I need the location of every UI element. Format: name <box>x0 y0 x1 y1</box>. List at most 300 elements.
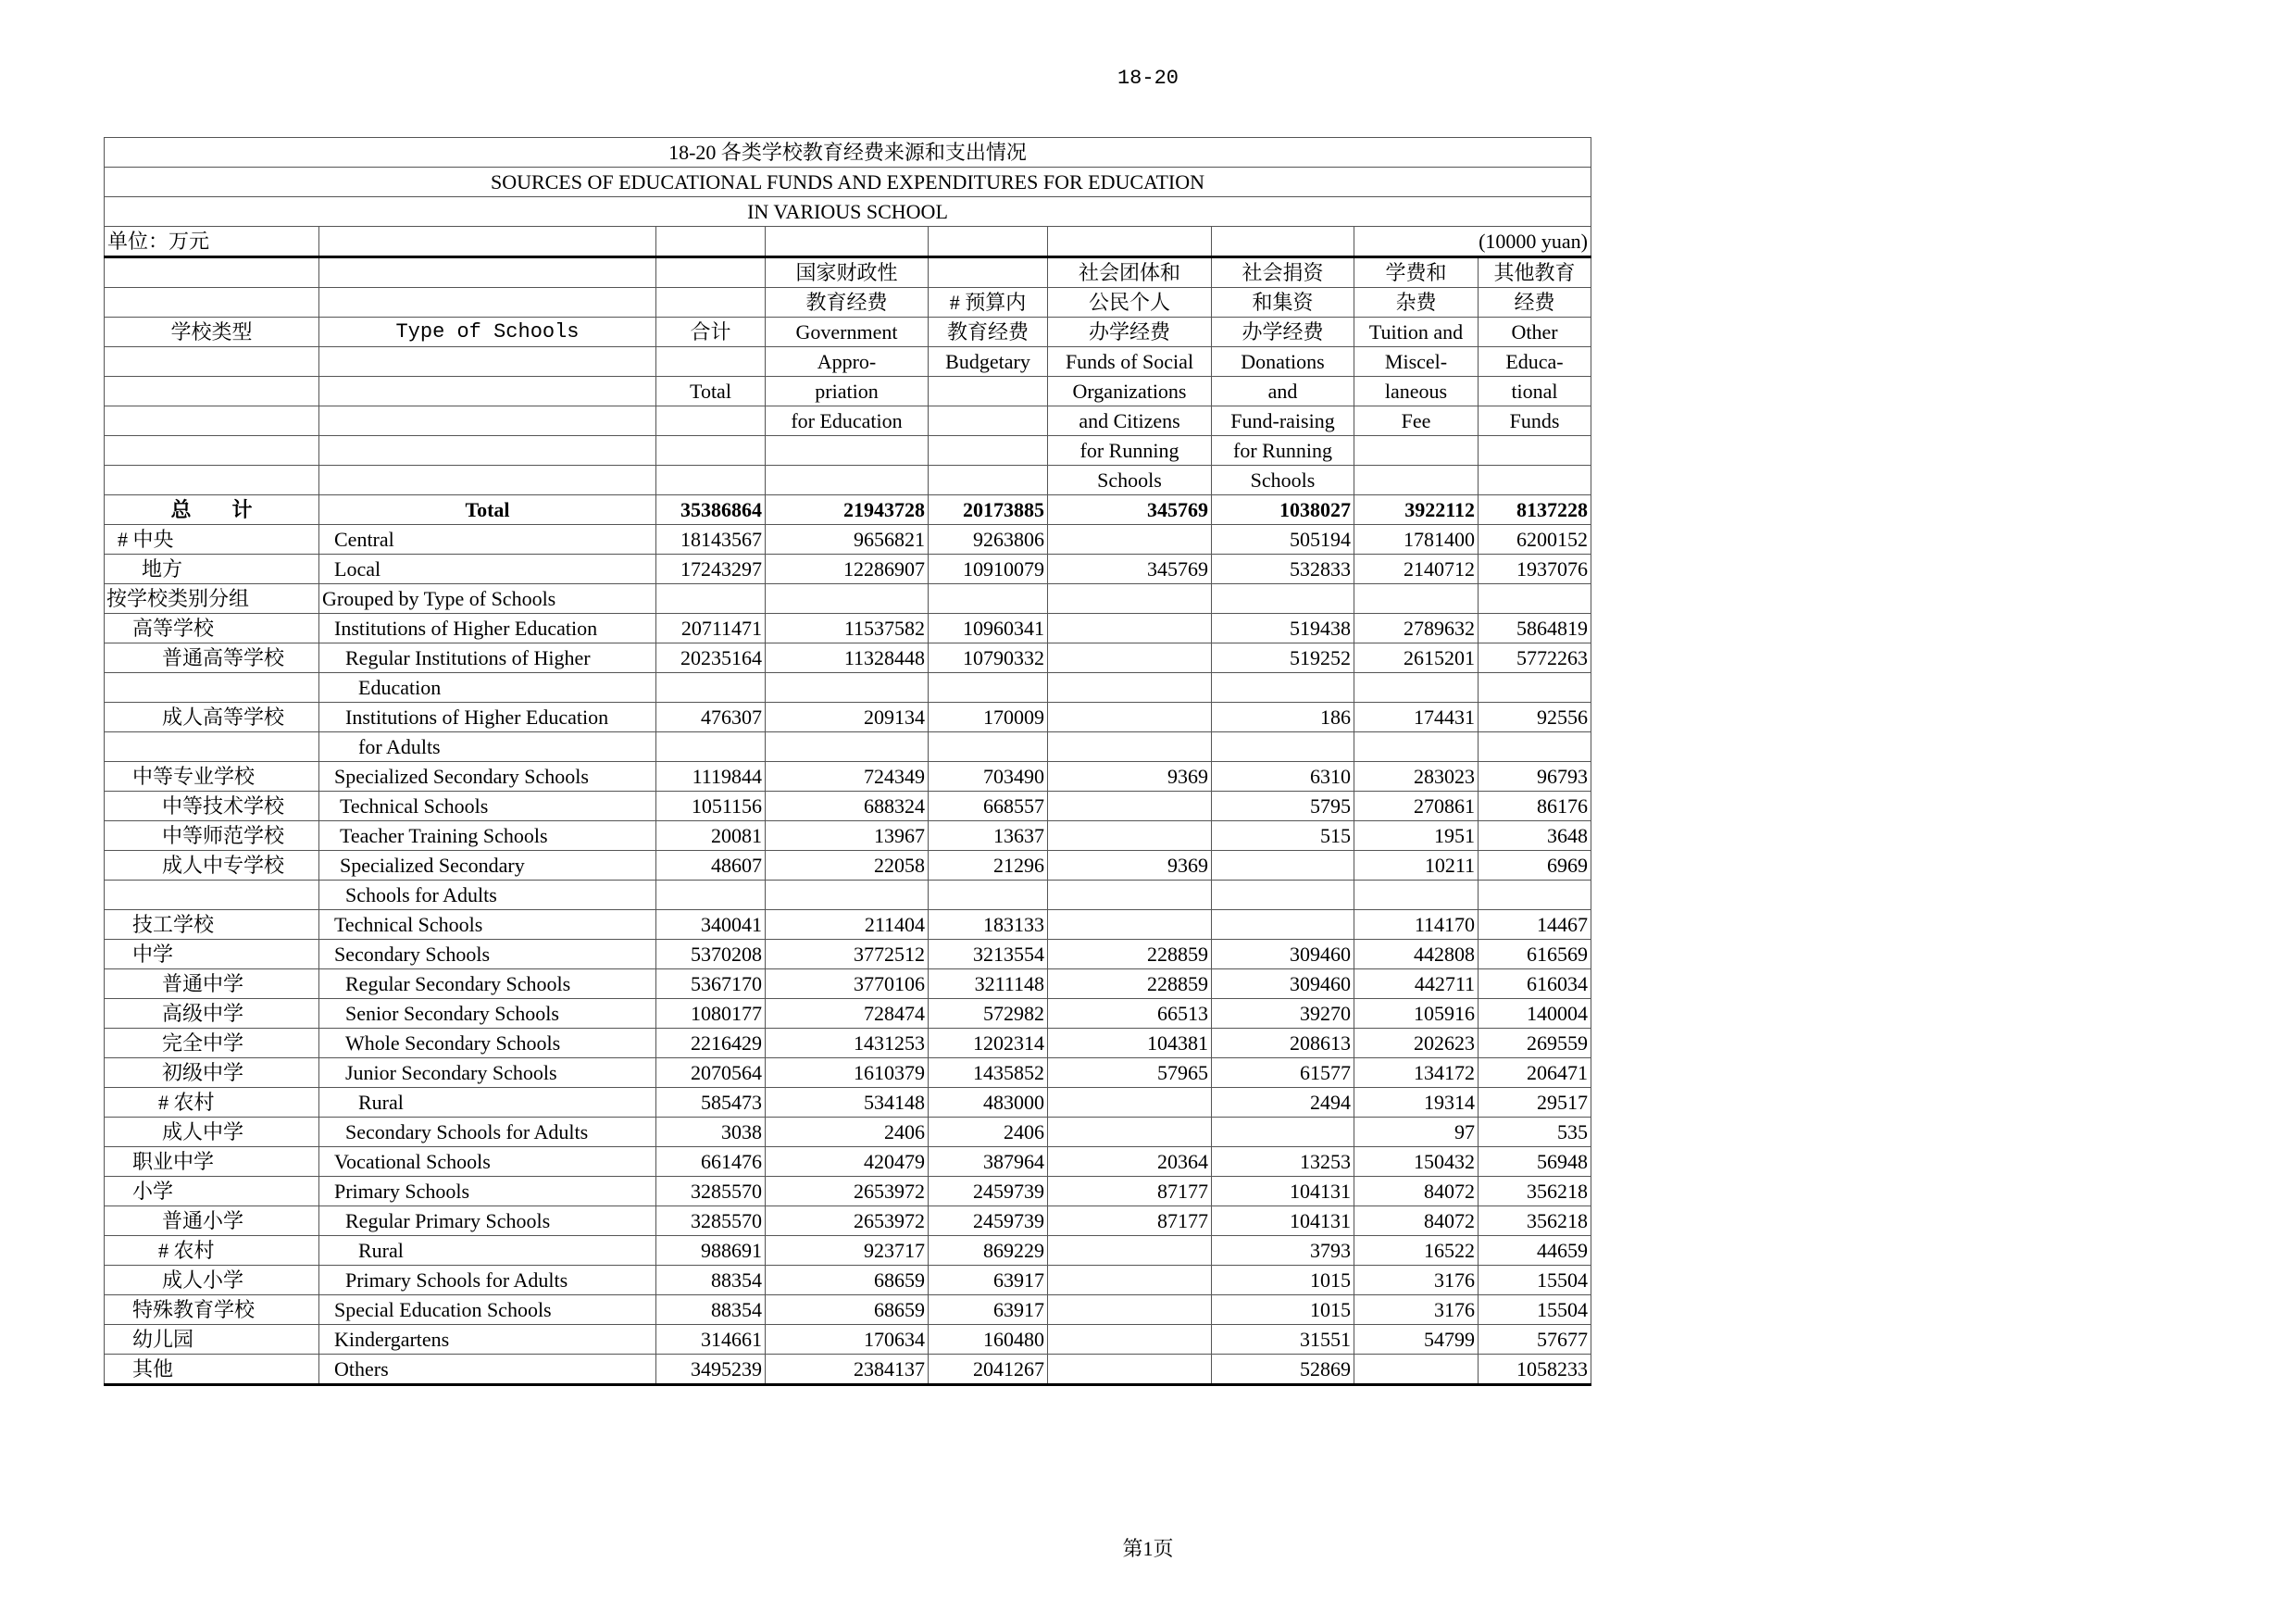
cell-tuition: 174431 <box>1354 703 1479 732</box>
cell-other: 356218 <box>1479 1206 1591 1236</box>
cell-total <box>656 673 766 703</box>
cell-donations: 519252 <box>1212 643 1354 673</box>
cell-total: 88354 <box>656 1266 766 1295</box>
table-title-en-line1: SOURCES OF EDUCATIONAL FUNDS AND EXPENDITURES FOR EDUCATION <box>105 168 1591 197</box>
header-row <box>105 377 1591 406</box>
cell-total: 988691 <box>656 1236 766 1266</box>
cell-social-funds: 228859 <box>1048 940 1212 969</box>
cell-donations <box>1212 732 1354 762</box>
row-label-cn: 地方 <box>105 555 319 584</box>
hdr-social-funds: Schools <box>1048 466 1212 495</box>
cell-other <box>1479 584 1591 614</box>
cell-government: 209134 <box>766 703 929 732</box>
hdr-budgetary <box>929 436 1048 466</box>
cell-social-funds: 9369 <box>1048 851 1212 881</box>
row-label-en: Total <box>319 495 656 525</box>
cell-total <box>656 732 766 762</box>
cell-social-funds: 9369 <box>1048 762 1212 792</box>
cell-budgetary: 2459739 <box>929 1206 1048 1236</box>
row-label-en: Institutions of Higher Education <box>319 614 656 643</box>
table-row <box>105 1147 1591 1177</box>
table-title-en-line2: IN VARIOUS SCHOOL <box>105 197 1591 227</box>
cell-tuition: 84072 <box>1354 1177 1479 1206</box>
cell-total: 35386864 <box>656 495 766 525</box>
cell-other: 6200152 <box>1479 525 1591 555</box>
header-row <box>105 257 1591 288</box>
cell-budgetary: 2406 <box>929 1118 1048 1147</box>
cell-budgetary: 13637 <box>929 821 1048 851</box>
cell-social-funds <box>1048 910 1212 940</box>
cell-donations: 104131 <box>1212 1206 1354 1236</box>
cell-government <box>766 881 929 910</box>
cell-total: 5367170 <box>656 969 766 999</box>
row-label-cn: 特殊教育学校 <box>105 1295 319 1325</box>
row-label-cn <box>105 732 319 762</box>
cell-other: 206471 <box>1479 1058 1591 1088</box>
row-label-cn: 小学 <box>105 1177 319 1206</box>
table-row <box>105 525 1591 555</box>
cell-social-funds <box>1048 1236 1212 1266</box>
row-label-en: Kindergartens <box>319 1325 656 1355</box>
hdr-social-funds: 公民个人 <box>1048 288 1212 318</box>
hdr-tuition <box>1354 436 1479 466</box>
hdr-budgetary: 教育经费 <box>929 318 1048 347</box>
cell-other: 86176 <box>1479 792 1591 821</box>
cell-tuition: 202623 <box>1354 1029 1479 1058</box>
cell-total: 3285570 <box>656 1177 766 1206</box>
hdr-type-cn <box>105 466 319 495</box>
cell-social-funds: 57965 <box>1048 1058 1212 1088</box>
cell-donations: 6310 <box>1212 762 1354 792</box>
row-label-en: Special Education Schools <box>319 1295 656 1325</box>
cell-other: 535 <box>1479 1118 1591 1147</box>
cell-government: 1431253 <box>766 1029 929 1058</box>
cell-tuition: 10211 <box>1354 851 1479 881</box>
header-row <box>105 347 1591 377</box>
cell-tuition: 97 <box>1354 1118 1479 1147</box>
cell-social-funds: 104381 <box>1048 1029 1212 1058</box>
cell-government: 12286907 <box>766 555 929 584</box>
hdr-type-cn <box>105 257 319 288</box>
cell-social-funds <box>1048 732 1212 762</box>
table-row <box>105 851 1591 881</box>
row-label-cn: 按学校类别分组 <box>105 584 319 614</box>
cell-government: 688324 <box>766 792 929 821</box>
cell-donations <box>1212 1118 1354 1147</box>
hdr-type-en: Type of Schools <box>319 318 656 347</box>
cell-government <box>766 673 929 703</box>
page-footer: 第1页 <box>1122 1537 1174 1560</box>
cell-tuition <box>1354 881 1479 910</box>
hdr-social-funds: Organizations <box>1048 377 1212 406</box>
cell-government <box>766 584 929 614</box>
cell-donations: 309460 <box>1212 969 1354 999</box>
cell-tuition: 1781400 <box>1354 525 1479 555</box>
row-label-en: Rural <box>319 1088 656 1118</box>
hdr-budgetary: # 预算内 <box>929 288 1048 318</box>
hdr-total <box>656 466 766 495</box>
cell-budgetary: 3211148 <box>929 969 1048 999</box>
row-label-en: Technical Schools <box>319 910 656 940</box>
cell-total: 18143567 <box>656 525 766 555</box>
cell-budgetary: 63917 <box>929 1266 1048 1295</box>
hdr-other: Educa- <box>1479 347 1591 377</box>
row-label-en: Institutions of Higher Education <box>319 703 656 732</box>
hdr-donations: Fund-raising <box>1212 406 1354 436</box>
hdr-total: Total <box>656 377 766 406</box>
cell-social-funds <box>1048 673 1212 703</box>
row-label-cn: 技工学校 <box>105 910 319 940</box>
education-funds-table <box>104 137 1591 1386</box>
hdr-total <box>656 288 766 318</box>
cell-budgetary: 160480 <box>929 1325 1048 1355</box>
hdr-donations: Schools <box>1212 466 1354 495</box>
row-label-cn: 成人小学 <box>105 1266 319 1295</box>
table-row <box>105 643 1591 673</box>
header-row <box>105 406 1591 436</box>
cell-tuition <box>1354 584 1479 614</box>
cell-budgetary: 2041267 <box>929 1355 1048 1385</box>
row-label-cn: # 农村 <box>105 1236 319 1266</box>
row-label-en: Vocational Schools <box>319 1147 656 1177</box>
hdr-type-cn <box>105 347 319 377</box>
hdr-type-en <box>319 377 656 406</box>
cell-tuition: 2789632 <box>1354 614 1479 643</box>
cell-tuition: 19314 <box>1354 1088 1479 1118</box>
row-label-cn: 普通中学 <box>105 969 319 999</box>
hdr-total <box>656 406 766 436</box>
cell-budgetary <box>929 673 1048 703</box>
hdr-donations: and <box>1212 377 1354 406</box>
cell-other: 616034 <box>1479 969 1591 999</box>
cell-social-funds <box>1048 525 1212 555</box>
cell-social-funds: 345769 <box>1048 495 1212 525</box>
cell-government: 21943728 <box>766 495 929 525</box>
hdr-social-funds: Funds of Social <box>1048 347 1212 377</box>
cell-other: 44659 <box>1479 1236 1591 1266</box>
cell-other <box>1479 673 1591 703</box>
cell-government: 724349 <box>766 762 929 792</box>
cell-social-funds: 87177 <box>1048 1206 1212 1236</box>
hdr-government: 国家财政性 <box>766 257 929 288</box>
table-row <box>105 792 1591 821</box>
cell-budgetary: 63917 <box>929 1295 1048 1325</box>
cell-budgetary: 703490 <box>929 762 1048 792</box>
row-label-cn: 初级中学 <box>105 1058 319 1088</box>
cell-social-funds <box>1048 881 1212 910</box>
cell-tuition: 134172 <box>1354 1058 1479 1088</box>
cell-government: 728474 <box>766 999 929 1029</box>
cell-donations: 52869 <box>1212 1355 1354 1385</box>
cell-social-funds <box>1048 1355 1212 1385</box>
cell-donations <box>1212 881 1354 910</box>
cell-tuition: 1951 <box>1354 821 1479 851</box>
cell-total: 17243297 <box>656 555 766 584</box>
hdr-total <box>656 436 766 466</box>
cell-government: 2384137 <box>766 1355 929 1385</box>
row-label-cn: # 中央 <box>105 525 319 555</box>
cell-budgetary: 9263806 <box>929 525 1048 555</box>
cell-government: 3770106 <box>766 969 929 999</box>
cell-total: 340041 <box>656 910 766 940</box>
cell-budgetary: 1202314 <box>929 1029 1048 1058</box>
hdr-other: 其他教育 <box>1479 257 1591 288</box>
cell-social-funds <box>1048 792 1212 821</box>
cell-other: 269559 <box>1479 1029 1591 1058</box>
unit-label-en: (10000 yuan) <box>1354 227 1591 257</box>
cell-social-funds <box>1048 614 1212 643</box>
cell-government: 68659 <box>766 1266 929 1295</box>
row-label-en: Primary Schools for Adults <box>319 1266 656 1295</box>
cell-donations: 505194 <box>1212 525 1354 555</box>
cell-donations: 515 <box>1212 821 1354 851</box>
cell-tuition: 283023 <box>1354 762 1479 792</box>
row-label-en: Rural <box>319 1236 656 1266</box>
row-label-en: Regular Primary Schools <box>319 1206 656 1236</box>
hdr-type-cn <box>105 406 319 436</box>
cell-budgetary: 572982 <box>929 999 1048 1029</box>
row-label-en: Regular Secondary Schools <box>319 969 656 999</box>
table-row <box>105 969 1591 999</box>
cell-total: 3495239 <box>656 1355 766 1385</box>
row-label-en: Education <box>319 673 656 703</box>
cell-total: 20081 <box>656 821 766 851</box>
cell-tuition: 2615201 <box>1354 643 1479 673</box>
hdr-budgetary <box>929 406 1048 436</box>
cell-other <box>1479 881 1591 910</box>
cell-government: 420479 <box>766 1147 929 1177</box>
cell-donations: 5795 <box>1212 792 1354 821</box>
row-label-cn: # 农村 <box>105 1088 319 1118</box>
hdr-donations: for Running <box>1212 436 1354 466</box>
cell-social-funds: 66513 <box>1048 999 1212 1029</box>
header-row <box>105 466 1591 495</box>
cell-total: 2216429 <box>656 1029 766 1058</box>
cell-other: 57677 <box>1479 1325 1591 1355</box>
table-row <box>105 495 1591 525</box>
row-label-cn: 幼儿园 <box>105 1325 319 1355</box>
cell-other: 6969 <box>1479 851 1591 881</box>
cell-budgetary: 10790332 <box>929 643 1048 673</box>
row-label-cn: 中等师范学校 <box>105 821 319 851</box>
row-label-cn: 完全中学 <box>105 1029 319 1058</box>
cell-government: 2653972 <box>766 1177 929 1206</box>
cell-donations: 532833 <box>1212 555 1354 584</box>
hdr-government <box>766 466 929 495</box>
row-label-en: Secondary Schools for Adults <box>319 1118 656 1147</box>
cell-tuition <box>1354 1355 1479 1385</box>
hdr-type-en <box>319 257 656 288</box>
cell-tuition: 3922112 <box>1354 495 1479 525</box>
cell-budgetary: 10960341 <box>929 614 1048 643</box>
hdr-donations: Donations <box>1212 347 1354 377</box>
cell-other: 8137228 <box>1479 495 1591 525</box>
cell-donations: 1015 <box>1212 1266 1354 1295</box>
hdr-social-funds: and Citizens <box>1048 406 1212 436</box>
hdr-budgetary <box>929 257 1048 288</box>
cell-total: 661476 <box>656 1147 766 1177</box>
cell-government: 68659 <box>766 1295 929 1325</box>
hdr-government: Government <box>766 318 929 347</box>
hdr-type-cn <box>105 288 319 318</box>
hdr-other <box>1479 466 1591 495</box>
row-label-en: Senior Secondary Schools <box>319 999 656 1029</box>
table-row <box>105 1206 1591 1236</box>
table-row <box>105 1355 1591 1385</box>
row-label-cn: 成人高等学校 <box>105 703 319 732</box>
row-label-cn: 普通高等学校 <box>105 643 319 673</box>
cell-social-funds <box>1048 1295 1212 1325</box>
table-row <box>105 1266 1591 1295</box>
cell-total: 3285570 <box>656 1206 766 1236</box>
cell-total: 20711471 <box>656 614 766 643</box>
cell-budgetary: 869229 <box>929 1236 1048 1266</box>
cell-total: 585473 <box>656 1088 766 1118</box>
row-label-cn: 高级中学 <box>105 999 319 1029</box>
cell-other: 616569 <box>1479 940 1591 969</box>
cell-budgetary <box>929 732 1048 762</box>
cell-donations: 13253 <box>1212 1147 1354 1177</box>
hdr-other: Other <box>1479 318 1591 347</box>
table-title-cn: 18-20 各类学校教育经费来源和支出情况 <box>105 138 1591 168</box>
cell-total: 314661 <box>656 1325 766 1355</box>
cell-other: 14467 <box>1479 910 1591 940</box>
row-label-cn: 总 计 <box>105 495 319 525</box>
cell-tuition: 54799 <box>1354 1325 1479 1355</box>
cell-donations: 61577 <box>1212 1058 1354 1088</box>
hdr-total <box>656 347 766 377</box>
row-label-en: Junior Secondary Schools <box>319 1058 656 1088</box>
row-label-en: Central <box>319 525 656 555</box>
row-label-en: Primary Schools <box>319 1177 656 1206</box>
cell-government <box>766 732 929 762</box>
table-row <box>105 1177 1591 1206</box>
header-row <box>105 318 1591 347</box>
cell-government: 11537582 <box>766 614 929 643</box>
row-label-en: Specialized Secondary Schools <box>319 762 656 792</box>
hdr-type-cn <box>105 377 319 406</box>
hdr-type-en <box>319 347 656 377</box>
hdr-government <box>766 436 929 466</box>
cell-donations: 31551 <box>1212 1325 1354 1355</box>
cell-budgetary: 10910079 <box>929 555 1048 584</box>
hdr-tuition <box>1354 466 1479 495</box>
table-row <box>105 1029 1591 1058</box>
cell-social-funds <box>1048 1325 1212 1355</box>
hdr-other <box>1479 436 1591 466</box>
row-label-en: Whole Secondary Schools <box>319 1029 656 1058</box>
cell-social-funds: 345769 <box>1048 555 1212 584</box>
hdr-type-en <box>319 288 656 318</box>
cell-tuition: 150432 <box>1354 1147 1479 1177</box>
row-label-cn: 中学 <box>105 940 319 969</box>
cell-total: 476307 <box>656 703 766 732</box>
cell-government: 13967 <box>766 821 929 851</box>
cell-budgetary: 2459739 <box>929 1177 1048 1206</box>
hdr-tuition: Miscel- <box>1354 347 1479 377</box>
cell-donations: 208613 <box>1212 1029 1354 1058</box>
cell-tuition: 442711 <box>1354 969 1479 999</box>
cell-tuition: 3176 <box>1354 1266 1479 1295</box>
hdr-tuition: Tuition and <box>1354 318 1479 347</box>
cell-tuition <box>1354 732 1479 762</box>
cell-other: 5772263 <box>1479 643 1591 673</box>
cell-total: 1051156 <box>656 792 766 821</box>
hdr-government: priation <box>766 377 929 406</box>
cell-total: 20235164 <box>656 643 766 673</box>
cell-social-funds <box>1048 1266 1212 1295</box>
row-label-cn <box>105 673 319 703</box>
cell-social-funds <box>1048 703 1212 732</box>
cell-tuition: 2140712 <box>1354 555 1479 584</box>
table-row <box>105 703 1591 732</box>
cell-budgetary <box>929 584 1048 614</box>
row-label-en: Local <box>319 555 656 584</box>
row-label-cn <box>105 881 319 910</box>
row-label-en: Secondary Schools <box>319 940 656 969</box>
cell-budgetary: 21296 <box>929 851 1048 881</box>
hdr-budgetary <box>929 466 1048 495</box>
cell-budgetary <box>929 881 1048 910</box>
hdr-other: tional <box>1479 377 1591 406</box>
hdr-government: Appro- <box>766 347 929 377</box>
row-label-cn: 中等专业学校 <box>105 762 319 792</box>
cell-government: 2653972 <box>766 1206 929 1236</box>
row-label-cn: 成人中专学校 <box>105 851 319 881</box>
cell-donations <box>1212 584 1354 614</box>
row-label-en: Others <box>319 1355 656 1385</box>
hdr-government: 教育经费 <box>766 288 929 318</box>
row-label-cn: 其他 <box>105 1355 319 1385</box>
cell-total <box>656 584 766 614</box>
hdr-donations: 办学经费 <box>1212 318 1354 347</box>
table-row <box>105 584 1591 614</box>
row-label-cn: 中等技术学校 <box>105 792 319 821</box>
cell-tuition: 442808 <box>1354 940 1479 969</box>
cell-total <box>656 881 766 910</box>
cell-government: 3772512 <box>766 940 929 969</box>
cell-tuition: 270861 <box>1354 792 1479 821</box>
hdr-other: Funds <box>1479 406 1591 436</box>
hdr-social-funds: for Running <box>1048 436 1212 466</box>
cell-social-funds: 87177 <box>1048 1177 1212 1206</box>
header-row <box>105 288 1591 318</box>
hdr-tuition: laneous <box>1354 377 1479 406</box>
hdr-budgetary <box>929 377 1048 406</box>
table-row <box>105 881 1591 910</box>
table-row <box>105 821 1591 851</box>
cell-budgetary: 387964 <box>929 1147 1048 1177</box>
hdr-donations: 社会捐资 <box>1212 257 1354 288</box>
hdr-tuition: 学费和 <box>1354 257 1479 288</box>
cell-budgetary: 483000 <box>929 1088 1048 1118</box>
cell-government: 534148 <box>766 1088 929 1118</box>
cell-tuition: 16522 <box>1354 1236 1479 1266</box>
table-row <box>105 999 1591 1029</box>
cell-donations <box>1212 851 1354 881</box>
hdr-social-funds: 办学经费 <box>1048 318 1212 347</box>
cell-other <box>1479 732 1591 762</box>
cell-other: 15504 <box>1479 1266 1591 1295</box>
cell-donations <box>1212 910 1354 940</box>
cell-budgetary: 20173885 <box>929 495 1048 525</box>
hdr-social-funds: 社会团体和 <box>1048 257 1212 288</box>
cell-social-funds <box>1048 584 1212 614</box>
table-row <box>105 1236 1591 1266</box>
row-label-en: Technical Schools <box>319 792 656 821</box>
cell-other: 356218 <box>1479 1177 1591 1206</box>
cell-other: 3648 <box>1479 821 1591 851</box>
